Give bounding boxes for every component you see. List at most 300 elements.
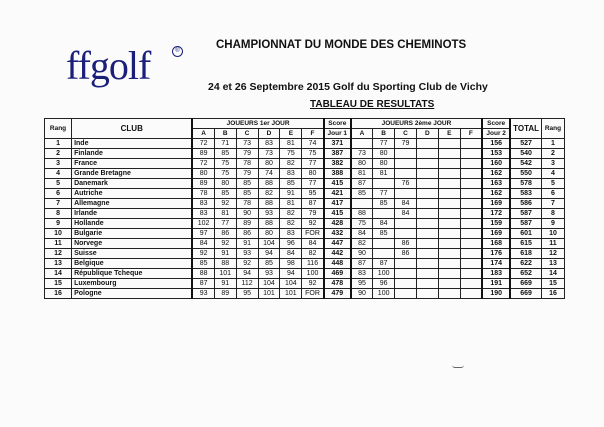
day1-score-cell: 85 [280, 179, 302, 189]
rang-cell: 2 [45, 149, 72, 159]
day2-score-cell: 86 [395, 239, 417, 249]
page-title: CHAMPIONNAT DU MONDE DES CHEMINOTS [216, 39, 467, 51]
day1-score-cell: 104 [258, 279, 280, 289]
total-cell: 527 [510, 139, 541, 149]
day1-score-cell: 80 [258, 229, 280, 239]
rank-cell: 3 [541, 159, 564, 169]
day2-score-cell [395, 149, 417, 159]
day1-score-cell: 88 [258, 179, 280, 189]
day1-score-cell: 71 [214, 139, 236, 149]
day1-score-cell: 96 [280, 239, 302, 249]
club-cell: Autriche [72, 189, 193, 199]
rank-cell: 5 [541, 179, 564, 189]
day1-score-cell: 79 [236, 149, 258, 159]
day2-score-cell [416, 269, 438, 279]
total-cell: 669 [510, 279, 541, 289]
day1-score-cell: 85 [214, 149, 236, 159]
day1-score-cell: 88 [258, 199, 280, 209]
day1-score-cell: 79 [236, 169, 258, 179]
score1-cell: 478 [324, 279, 351, 289]
day1-score-cell: 95 [236, 289, 258, 299]
day2-score-cell: 86 [395, 249, 417, 259]
day1-score-cell: 100 [302, 269, 324, 279]
day1-score-cell: FOR [302, 289, 324, 299]
score2-header-bottom: Jour 2 [482, 129, 510, 139]
total-cell: 586 [510, 199, 541, 209]
day2-score-cell [416, 259, 438, 269]
day2-score-cell [395, 269, 417, 279]
day1-score-cell: 93 [236, 249, 258, 259]
day1-score-cell: 77 [214, 219, 236, 229]
club-cell: Allemagne [72, 199, 193, 209]
table-row [45, 219, 565, 229]
club-cell: Belgique [72, 259, 193, 269]
day1-score-cell: 77 [302, 179, 324, 189]
rang-cell: 13 [45, 259, 72, 269]
day2-score-cell: 81 [351, 169, 373, 179]
day1-score-cell: 83 [192, 199, 214, 209]
score2-cell: 183 [482, 269, 510, 279]
day1-score-cell: 116 [302, 259, 324, 269]
day1-score-cell: 80 [214, 179, 236, 189]
score2-cell: 174 [482, 259, 510, 269]
day1-score-cell: 92 [214, 239, 236, 249]
club-cell: Grande Bretagne [72, 169, 193, 179]
day2-score-cell [460, 279, 482, 289]
score2-cell: 162 [482, 169, 510, 179]
day2-score-cell: 75 [351, 219, 373, 229]
day1-score-cell: 73 [236, 139, 258, 149]
day2-score-cell: 90 [351, 249, 373, 259]
table-row [45, 289, 565, 299]
day1-score-cell: 89 [192, 149, 214, 159]
day2-score-cell [460, 289, 482, 299]
score2-cell: 168 [482, 239, 510, 249]
score1-cell: 387 [324, 149, 351, 159]
day2-score-cell [416, 229, 438, 239]
rang-cell: 5 [45, 179, 72, 189]
day1-score-cell: 89 [192, 179, 214, 189]
rank-cell: 8 [541, 209, 564, 219]
day2-score-cell [438, 149, 460, 159]
day2-score-cell: 77 [373, 189, 395, 199]
score2-cell: 190 [482, 289, 510, 299]
day2-score-cell [416, 239, 438, 249]
day1-score-cell: 72 [192, 159, 214, 169]
day2-score-cell: 85 [351, 189, 373, 199]
score1-cell: 432 [324, 229, 351, 239]
day2-score-cell [438, 279, 460, 289]
day2-score-cell [438, 259, 460, 269]
table-row [45, 259, 565, 269]
day1-score-cell: 73 [258, 149, 280, 159]
day2-score-cell: 84 [373, 219, 395, 229]
total-cell: 540 [510, 149, 541, 159]
score1-header-bottom: Jour 1 [324, 129, 351, 139]
col-club-header: CLUB [72, 119, 193, 139]
total-cell: 601 [510, 229, 541, 239]
day2-score-cell: 84 [395, 209, 417, 219]
score1-cell: 448 [324, 259, 351, 269]
total-cell: 578 [510, 179, 541, 189]
table-row [45, 159, 565, 169]
day2-score-cell: 81 [373, 169, 395, 179]
club-cell: Suisse [72, 249, 193, 259]
score1-header-top: Score [324, 119, 351, 129]
day2-score-cell: 79 [395, 139, 417, 149]
score1-cell: 428 [324, 219, 351, 229]
table-row [45, 189, 565, 199]
day1-score-cell: 85 [236, 189, 258, 199]
rank-cell: 13 [541, 259, 564, 269]
day2-player-label: D [416, 129, 438, 139]
day2-score-cell [351, 199, 373, 209]
rang-cell: 1 [45, 139, 72, 149]
day1-score-cell: 94 [258, 249, 280, 259]
total-header: TOTAL [510, 119, 541, 139]
day2-score-cell [373, 239, 395, 249]
day1-players-header: JOUEURS 1er JOUR [192, 119, 323, 129]
col-rang-header: Rang [45, 119, 72, 139]
total-cell: 587 [510, 219, 541, 229]
day1-score-cell: 79 [302, 209, 324, 219]
day1-score-cell: 80 [258, 159, 280, 169]
day1-score-cell: 91 [280, 189, 302, 199]
day2-score-cell [416, 189, 438, 199]
day1-score-cell: 98 [280, 259, 302, 269]
day2-player-label: A [351, 129, 373, 139]
day1-score-cell: 86 [236, 229, 258, 239]
rank-cell: 7 [541, 199, 564, 209]
day1-score-cell: 93 [258, 209, 280, 219]
day1-score-cell: 92 [302, 279, 324, 289]
table-row [45, 229, 565, 239]
club-cell: Danemark [72, 179, 193, 189]
day1-score-cell: 74 [258, 169, 280, 179]
day2-score-cell [460, 199, 482, 209]
rank-cell: 2 [541, 149, 564, 159]
day2-score-cell: 84 [351, 229, 373, 239]
day2-score-cell [395, 169, 417, 179]
day2-score-cell [438, 169, 460, 179]
club-cell: Bulgarie [72, 229, 193, 239]
day2-score-cell [373, 249, 395, 259]
score2-cell: 172 [482, 209, 510, 219]
day1-score-cell: 88 [258, 219, 280, 229]
day2-score-cell [373, 209, 395, 219]
club-cell: République Tcheque [72, 269, 193, 279]
day2-score-cell [416, 149, 438, 159]
day2-score-cell [416, 159, 438, 169]
day2-score-cell: 73 [351, 149, 373, 159]
score2-cell: 169 [482, 229, 510, 239]
table-row [45, 169, 565, 179]
day2-score-cell [460, 219, 482, 229]
day1-score-cell: 81 [280, 139, 302, 149]
score1-cell: 442 [324, 249, 351, 259]
day2-score-cell: 83 [351, 269, 373, 279]
table-row [45, 199, 565, 209]
club-cell: Finlande [72, 149, 193, 159]
rang-cell: 9 [45, 219, 72, 229]
rang-cell: 16 [45, 289, 72, 299]
table-row [45, 139, 565, 149]
day1-score-cell: 78 [192, 189, 214, 199]
day2-score-cell [395, 219, 417, 229]
day1-player-label: E [280, 129, 302, 139]
total-cell: 622 [510, 259, 541, 269]
day2-score-cell [438, 219, 460, 229]
day2-score-cell [438, 289, 460, 299]
day1-score-cell: 101 [280, 289, 302, 299]
day2-score-cell [395, 289, 417, 299]
rank-cell: 11 [541, 239, 564, 249]
day1-score-cell: 75 [280, 149, 302, 159]
day2-score-cell [416, 219, 438, 229]
day1-score-cell: 91 [236, 239, 258, 249]
score1-cell: 415 [324, 179, 351, 189]
day1-score-cell: 91 [214, 279, 236, 289]
day2-score-cell [460, 149, 482, 159]
score2-cell: 162 [482, 189, 510, 199]
day2-players-header: JOUEURS 2ème JOUR [351, 119, 482, 129]
day2-score-cell: 90 [351, 289, 373, 299]
day1-score-cell: 84 [192, 239, 214, 249]
day2-score-cell [460, 169, 482, 179]
day1-score-cell: 93 [192, 289, 214, 299]
day2-score-cell: 95 [351, 279, 373, 289]
day1-score-cell: 88 [192, 269, 214, 279]
score1-cell: 388 [324, 169, 351, 179]
day1-score-cell: 93 [258, 269, 280, 279]
results-heading: TABLEAU DE RESULTATS [310, 99, 435, 110]
day1-score-cell: 81 [214, 209, 236, 219]
day1-score-cell: 87 [302, 199, 324, 209]
day2-score-cell: 87 [351, 259, 373, 269]
day2-score-cell [460, 179, 482, 189]
day1-score-cell: 82 [302, 249, 324, 259]
day1-score-cell: 78 [236, 159, 258, 169]
day2-score-cell [460, 239, 482, 249]
score2-header-top: Score [482, 119, 510, 129]
rank-cell: 1 [541, 139, 564, 149]
day2-score-cell: 87 [351, 179, 373, 189]
day1-score-cell: 83 [258, 139, 280, 149]
day2-score-cell [395, 159, 417, 169]
rank-cell: 6 [541, 189, 564, 199]
day1-score-cell: 80 [192, 169, 214, 179]
total-cell: 583 [510, 189, 541, 199]
day2-score-cell: 88 [351, 209, 373, 219]
total-cell: 618 [510, 249, 541, 259]
day1-score-cell: 89 [236, 219, 258, 229]
rank-cell: 14 [541, 269, 564, 279]
day2-score-cell [416, 179, 438, 189]
day1-score-cell: 75 [214, 169, 236, 179]
score1-cell: 371 [324, 139, 351, 149]
day2-score-cell: 80 [373, 159, 395, 169]
total-cell: 615 [510, 239, 541, 249]
day1-score-cell: 82 [280, 219, 302, 229]
day1-score-cell: 83 [280, 169, 302, 179]
day1-score-cell: 85 [258, 259, 280, 269]
day1-score-cell: 86 [214, 229, 236, 239]
day1-score-cell: 104 [280, 279, 302, 289]
day2-score-cell: 85 [373, 229, 395, 239]
table-row [45, 149, 565, 159]
day2-score-cell: 96 [373, 279, 395, 289]
day1-player-label: C [236, 129, 258, 139]
day2-score-cell [416, 209, 438, 219]
day2-score-cell [395, 259, 417, 269]
day1-score-cell: 72 [192, 139, 214, 149]
day1-score-cell: 89 [214, 289, 236, 299]
day2-score-cell: 85 [373, 199, 395, 209]
day1-score-cell: 92 [236, 259, 258, 269]
day1-score-cell: 82 [280, 159, 302, 169]
day2-score-cell [460, 159, 482, 169]
day1-score-cell: 78 [236, 199, 258, 209]
day1-score-cell: 83 [280, 229, 302, 239]
rang-cell: 10 [45, 229, 72, 239]
day2-score-cell [395, 279, 417, 289]
day1-player-label: F [302, 129, 324, 139]
club-cell: Irlande [72, 209, 193, 219]
day1-score-cell: FOR [302, 229, 324, 239]
day1-score-cell: 92 [302, 219, 324, 229]
day2-score-cell [438, 239, 460, 249]
day1-player-label: D [258, 129, 280, 139]
rank-cell: 15 [541, 279, 564, 289]
score2-cell: 156 [482, 139, 510, 149]
day2-score-cell [460, 139, 482, 149]
day1-score-cell: 74 [302, 139, 324, 149]
day1-score-cell: 87 [192, 279, 214, 289]
day2-score-cell: 84 [395, 199, 417, 209]
day2-score-cell [416, 249, 438, 259]
club-cell: France [72, 159, 193, 169]
rang-cell: 8 [45, 209, 72, 219]
rank-cell: 9 [541, 219, 564, 229]
score1-cell: 469 [324, 269, 351, 279]
day2-score-cell [416, 279, 438, 289]
day2-score-cell: 80 [351, 159, 373, 169]
day1-score-cell: 84 [280, 249, 302, 259]
table-header-row [45, 119, 565, 129]
score2-cell: 176 [482, 249, 510, 259]
total-cell: 652 [510, 269, 541, 279]
score1-cell: 417 [324, 199, 351, 209]
day2-score-cell: 100 [373, 269, 395, 279]
day1-score-cell: 101 [214, 269, 236, 279]
table-row [45, 269, 565, 279]
day1-score-cell: 84 [302, 239, 324, 249]
day2-score-cell: 77 [373, 139, 395, 149]
col-rank-header: Rang [541, 119, 564, 139]
day1-score-cell: 101 [258, 289, 280, 299]
day2-score-cell [438, 269, 460, 279]
day1-player-label: A [192, 129, 214, 139]
rang-cell: 14 [45, 269, 72, 279]
total-cell: 542 [510, 159, 541, 169]
day1-score-cell: 90 [236, 209, 258, 219]
day2-score-cell: 80 [373, 149, 395, 159]
rang-cell: 15 [45, 279, 72, 289]
rank-cell: 10 [541, 229, 564, 239]
day1-score-cell: 82 [258, 189, 280, 199]
total-cell: 550 [510, 169, 541, 179]
score1-cell: 421 [324, 189, 351, 199]
table-row [45, 209, 565, 219]
day2-score-cell [438, 249, 460, 259]
day1-score-cell: 104 [258, 239, 280, 249]
day2-score-cell: 76 [395, 179, 417, 189]
day2-score-cell [416, 289, 438, 299]
day1-score-cell: 97 [192, 229, 214, 239]
day1-score-cell: 85 [214, 189, 236, 199]
day1-score-cell: 88 [214, 259, 236, 269]
score2-cell: 163 [482, 179, 510, 189]
day2-score-cell [373, 179, 395, 189]
day2-score-cell [438, 189, 460, 199]
score1-cell: 447 [324, 239, 351, 249]
day1-score-cell: 85 [236, 179, 258, 189]
day2-score-cell: 87 [373, 259, 395, 269]
day2-score-cell [460, 249, 482, 259]
club-cell: Luxembourg [72, 279, 193, 289]
table-row [45, 239, 565, 249]
day1-score-cell: 82 [280, 209, 302, 219]
day2-score-cell [438, 229, 460, 239]
score2-cell: 191 [482, 279, 510, 289]
score2-cell: 153 [482, 149, 510, 159]
day2-score-cell [460, 259, 482, 269]
club-cell: Hollande [72, 219, 193, 229]
registered-mark-icon: ® [172, 46, 183, 57]
day1-score-cell: 80 [302, 169, 324, 179]
pen-mark [452, 365, 464, 368]
day1-score-cell: 81 [280, 199, 302, 209]
day2-score-cell [395, 189, 417, 199]
rang-cell: 3 [45, 159, 72, 169]
day1-score-cell: 112 [236, 279, 258, 289]
day2-score-cell [438, 199, 460, 209]
day2-score-cell [438, 139, 460, 149]
day2-score-cell [460, 229, 482, 239]
day1-score-cell: 102 [192, 219, 214, 229]
day2-score-cell [438, 209, 460, 219]
rang-cell: 4 [45, 169, 72, 179]
total-cell: 669 [510, 289, 541, 299]
rang-cell: 12 [45, 249, 72, 259]
day2-player-label: C [395, 129, 417, 139]
rang-cell: 11 [45, 239, 72, 249]
score1-cell: 415 [324, 209, 351, 219]
day1-score-cell: 85 [192, 259, 214, 269]
day1-score-cell: 95 [302, 189, 324, 199]
ffgolf-logo: ffgolf [66, 43, 151, 88]
score2-cell: 159 [482, 219, 510, 229]
day1-score-cell: 94 [236, 269, 258, 279]
day1-score-cell: 75 [302, 149, 324, 159]
table-row [45, 249, 565, 259]
day2-score-cell [460, 269, 482, 279]
total-cell: 587 [510, 209, 541, 219]
rank-cell: 16 [541, 289, 564, 299]
day2-score-cell [438, 159, 460, 169]
day2-player-label: B [373, 129, 395, 139]
rang-cell: 6 [45, 189, 72, 199]
